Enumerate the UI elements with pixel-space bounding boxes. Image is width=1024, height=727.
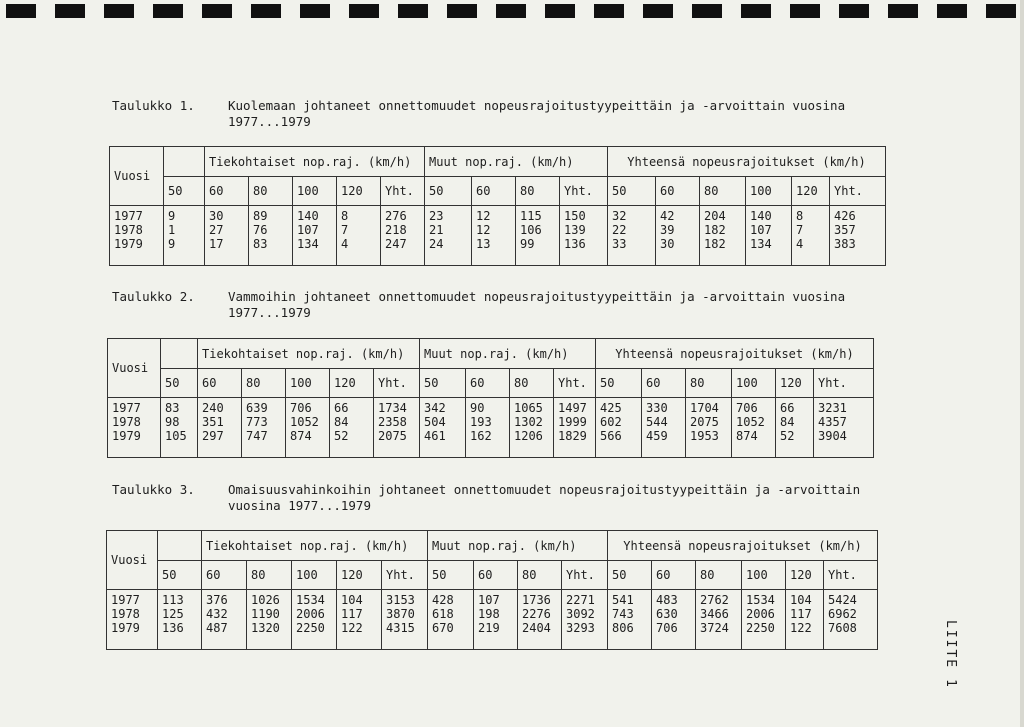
cell-value: 104 bbox=[790, 593, 812, 607]
data-cell bbox=[202, 590, 247, 650]
cell-value: 1302 bbox=[514, 415, 543, 429]
speed-limit-header: 50 bbox=[420, 369, 466, 398]
cell-value: 7 bbox=[796, 223, 804, 237]
year-value: 1979 bbox=[111, 621, 140, 635]
cell-value: 9 bbox=[168, 209, 176, 223]
cell-value: 218 bbox=[385, 223, 407, 237]
table-label: Taulukko 3. bbox=[112, 482, 195, 497]
cell-value: 743 bbox=[612, 607, 634, 621]
cell-value: 1829 bbox=[558, 429, 587, 443]
speed-limit-header: 60 bbox=[202, 561, 247, 590]
header-spacer bbox=[161, 339, 198, 369]
cell-value: 1734 bbox=[378, 401, 407, 415]
data-cell bbox=[510, 398, 554, 458]
accident-table bbox=[107, 338, 874, 458]
cell-value: 66 bbox=[334, 401, 349, 415]
cell-value: 7 bbox=[341, 223, 349, 237]
speed-limit-header: 80 bbox=[518, 561, 562, 590]
cell-value: 30 bbox=[660, 237, 675, 251]
data-cell bbox=[746, 206, 792, 266]
cell-value: 351 bbox=[202, 415, 224, 429]
table-caption-text: Vammoihin johtaneet onnettomuudet nopeusrajoitustyypeittäin ja -arvoittain vuosina 1977...1979 bbox=[228, 289, 846, 320]
cell-value: 487 bbox=[206, 621, 228, 635]
year-value: 1978 bbox=[111, 607, 140, 621]
group-header-road: Tiekohtaiset nop.raj. (km/h) bbox=[198, 339, 420, 369]
cell-value: 706 bbox=[736, 401, 758, 415]
cell-value: 1534 bbox=[746, 593, 775, 607]
binder-holes bbox=[0, 4, 1024, 20]
data-cell bbox=[656, 206, 700, 266]
year-value: 1978 bbox=[114, 223, 143, 237]
cell-value: 4 bbox=[341, 237, 349, 251]
data-cell bbox=[242, 398, 286, 458]
year-column-header: Vuosi bbox=[108, 339, 161, 398]
cell-value: 140 bbox=[750, 209, 772, 223]
cell-value: 122 bbox=[341, 621, 363, 635]
data-cell bbox=[286, 398, 330, 458]
cell-value: 13 bbox=[476, 237, 491, 251]
cell-value: 426 bbox=[834, 209, 856, 223]
cell-value: 104 bbox=[341, 593, 363, 607]
cell-value: 106 bbox=[520, 223, 542, 237]
cell-value: 3092 bbox=[566, 607, 595, 621]
cell-value: 204 bbox=[704, 209, 726, 223]
cell-value: 182 bbox=[704, 237, 726, 251]
cell-value: 376 bbox=[206, 593, 228, 607]
cell-value: 504 bbox=[424, 415, 446, 429]
cell-value: 2276 bbox=[522, 607, 551, 621]
data-cell bbox=[337, 590, 382, 650]
cell-value: 618 bbox=[432, 607, 454, 621]
cell-value: 8 bbox=[341, 209, 349, 223]
cell-value: 193 bbox=[470, 415, 492, 429]
speed-limit-header: 60 bbox=[205, 177, 249, 206]
data-cell bbox=[696, 590, 742, 650]
group-header-other: Muut nop.raj. (km/h) bbox=[420, 339, 596, 369]
cell-value: 3724 bbox=[700, 621, 729, 635]
data-cell bbox=[742, 590, 786, 650]
cell-value: 706 bbox=[290, 401, 312, 415]
cell-value: 219 bbox=[478, 621, 500, 635]
data-cell bbox=[608, 206, 656, 266]
speed-limit-header: 50 bbox=[428, 561, 474, 590]
year-value: 1979 bbox=[114, 237, 143, 251]
cell-value: 3293 bbox=[566, 621, 595, 635]
data-cell bbox=[330, 398, 374, 458]
speed-limit-header: 50 bbox=[161, 369, 198, 398]
cell-value: 2271 bbox=[566, 593, 595, 607]
speed-limit-header: 100 bbox=[286, 369, 330, 398]
cell-value: 21 bbox=[429, 223, 444, 237]
year-cell bbox=[107, 590, 158, 650]
cell-value: 3870 bbox=[386, 607, 415, 621]
cell-value: 8 bbox=[796, 209, 804, 223]
data-cell bbox=[824, 590, 878, 650]
cell-value: 30 bbox=[209, 209, 224, 223]
cell-value: 706 bbox=[656, 621, 678, 635]
cell-value: 874 bbox=[736, 429, 758, 443]
group-header-road: Tiekohtaiset nop.raj. (km/h) bbox=[205, 147, 425, 177]
cell-value: 1320 bbox=[251, 621, 280, 635]
year-value: 1977 bbox=[112, 401, 141, 415]
cell-value: 670 bbox=[432, 621, 454, 635]
cell-value: 3466 bbox=[700, 607, 729, 621]
cell-value: 330 bbox=[646, 401, 668, 415]
cell-value: 136 bbox=[162, 621, 184, 635]
cell-value: 459 bbox=[646, 429, 668, 443]
speed-limit-header: 60 bbox=[474, 561, 518, 590]
data-cell bbox=[608, 590, 652, 650]
header-spacer bbox=[158, 531, 202, 561]
speed-limit-header: 120 bbox=[776, 369, 814, 398]
speed-limit-header: 80 bbox=[242, 369, 286, 398]
speed-limit-header: 120 bbox=[792, 177, 830, 206]
speed-limit-header: Yht. bbox=[824, 561, 878, 590]
speed-limit-header: 50 bbox=[596, 369, 642, 398]
cell-value: 162 bbox=[470, 429, 492, 443]
speed-limit-header: 120 bbox=[337, 561, 382, 590]
speed-limit-header: 100 bbox=[293, 177, 337, 206]
group-header-other: Muut nop.raj. (km/h) bbox=[428, 531, 608, 561]
table-caption-text: Omaisuusvahinkoihin johtaneet onnettomuudet nopeusrajoitustyypeittäin ja -arvoittain vuosina 1977...1979 bbox=[228, 482, 861, 513]
speed-limit-header: 120 bbox=[330, 369, 374, 398]
cell-value: 1497 bbox=[558, 401, 587, 415]
speed-limit-header: Yht. bbox=[382, 561, 428, 590]
data-cell bbox=[293, 206, 337, 266]
speed-limit-header: 80 bbox=[686, 369, 732, 398]
cell-value: 140 bbox=[297, 209, 319, 223]
data-cell bbox=[554, 398, 596, 458]
year-column-header: Vuosi bbox=[107, 531, 158, 590]
speed-limit-header: Yht. bbox=[374, 369, 420, 398]
cell-value: 90 bbox=[470, 401, 485, 415]
cell-value: 2075 bbox=[378, 429, 407, 443]
speed-limit-header: 80 bbox=[696, 561, 742, 590]
cell-value: 84 bbox=[334, 415, 349, 429]
data-cell bbox=[205, 206, 249, 266]
data-cell bbox=[518, 590, 562, 650]
cell-value: 2006 bbox=[746, 607, 775, 621]
speed-limit-header: 80 bbox=[510, 369, 554, 398]
cell-value: 4357 bbox=[818, 415, 847, 429]
cell-value: 6962 bbox=[828, 607, 857, 621]
cell-value: 33 bbox=[612, 237, 627, 251]
data-cell bbox=[161, 398, 198, 458]
cell-value: 27 bbox=[209, 223, 224, 237]
cell-value: 117 bbox=[790, 607, 812, 621]
cell-value: 76 bbox=[253, 223, 268, 237]
cell-value: 52 bbox=[334, 429, 349, 443]
cell-value: 139 bbox=[564, 223, 586, 237]
cell-value: 342 bbox=[424, 401, 446, 415]
speed-limit-header: Yht. bbox=[562, 561, 608, 590]
speed-limit-header: 80 bbox=[516, 177, 560, 206]
group-header-total: Yhteensä nopeusrajoitukset (km/h) bbox=[596, 339, 874, 369]
data-cell bbox=[686, 398, 732, 458]
cell-value: 432 bbox=[206, 607, 228, 621]
speed-limit-header: 100 bbox=[742, 561, 786, 590]
cell-value: 125 bbox=[162, 607, 184, 621]
cell-value: 182 bbox=[704, 223, 726, 237]
cell-value: 107 bbox=[297, 223, 319, 237]
speed-limit-header: 80 bbox=[247, 561, 292, 590]
data-cell bbox=[516, 206, 560, 266]
speed-limit-header: 50 bbox=[608, 561, 652, 590]
data-cell bbox=[337, 206, 381, 266]
accident-table bbox=[109, 146, 886, 266]
cell-value: 1704 bbox=[690, 401, 719, 415]
speed-limit-header: 100 bbox=[732, 369, 776, 398]
speed-limit-header: 60 bbox=[472, 177, 516, 206]
cell-value: 461 bbox=[424, 429, 446, 443]
speed-limit-header: 120 bbox=[786, 561, 824, 590]
cell-value: 383 bbox=[834, 237, 856, 251]
data-cell bbox=[198, 398, 242, 458]
cell-value: 2358 bbox=[378, 415, 407, 429]
cell-value: 1206 bbox=[514, 429, 543, 443]
speed-limit-header: 60 bbox=[198, 369, 242, 398]
data-cell bbox=[472, 206, 516, 266]
data-cell bbox=[474, 590, 518, 650]
speed-limit-header: 100 bbox=[292, 561, 337, 590]
speed-limit-header: 50 bbox=[164, 177, 205, 206]
group-header-total: Yhteensä nopeusrajoitukset (km/h) bbox=[608, 147, 886, 177]
page-edge bbox=[1020, 0, 1024, 727]
speed-limit-header: 50 bbox=[158, 561, 202, 590]
cell-value: 1736 bbox=[522, 593, 551, 607]
cell-value: 98 bbox=[165, 415, 180, 429]
cell-value: 52 bbox=[780, 429, 795, 443]
data-cell bbox=[381, 206, 425, 266]
cell-value: 2404 bbox=[522, 621, 551, 635]
table-label: Taulukko 1. bbox=[112, 98, 195, 113]
cell-value: 1953 bbox=[690, 429, 719, 443]
year-value: 1977 bbox=[114, 209, 143, 223]
cell-value: 17 bbox=[209, 237, 224, 251]
speed-limit-header: 60 bbox=[642, 369, 686, 398]
cell-value: 12 bbox=[476, 209, 491, 223]
cell-value: 874 bbox=[290, 429, 312, 443]
cell-value: 1026 bbox=[251, 593, 280, 607]
cell-value: 150 bbox=[564, 209, 586, 223]
cell-value: 9 bbox=[168, 237, 176, 251]
cell-value: 1190 bbox=[251, 607, 280, 621]
cell-value: 1052 bbox=[736, 415, 765, 429]
cell-value: 1534 bbox=[296, 593, 325, 607]
data-cell bbox=[562, 590, 608, 650]
cell-value: 2006 bbox=[296, 607, 325, 621]
cell-value: 39 bbox=[660, 223, 675, 237]
cell-value: 99 bbox=[520, 237, 535, 251]
speed-limit-header: 50 bbox=[608, 177, 656, 206]
cell-value: 3231 bbox=[818, 401, 847, 415]
cell-value: 83 bbox=[165, 401, 180, 415]
cell-value: 198 bbox=[478, 607, 500, 621]
cell-value: 2250 bbox=[296, 621, 325, 635]
cell-value: 247 bbox=[385, 237, 407, 251]
data-cell bbox=[425, 206, 472, 266]
cell-value: 105 bbox=[165, 429, 187, 443]
speed-limit-header: Yht. bbox=[830, 177, 886, 206]
cell-value: 115 bbox=[520, 209, 542, 223]
cell-value: 7608 bbox=[828, 621, 857, 635]
cell-value: 3904 bbox=[818, 429, 847, 443]
speed-limit-header: 80 bbox=[249, 177, 293, 206]
cell-value: 24 bbox=[429, 237, 444, 251]
cell-value: 32 bbox=[612, 209, 627, 223]
cell-value: 425 bbox=[600, 401, 622, 415]
group-header-other: Muut nop.raj. (km/h) bbox=[425, 147, 608, 177]
table-label: Taulukko 2. bbox=[112, 289, 195, 304]
cell-value: 23 bbox=[429, 209, 444, 223]
cell-value: 806 bbox=[612, 621, 634, 635]
cell-value: 4315 bbox=[386, 621, 415, 635]
cell-value: 1052 bbox=[290, 415, 319, 429]
cell-value: 22 bbox=[612, 223, 627, 237]
cell-value: 1999 bbox=[558, 415, 587, 429]
cell-value: 357 bbox=[834, 223, 856, 237]
accident-table bbox=[106, 530, 878, 650]
header-spacer bbox=[164, 147, 205, 177]
data-cell bbox=[428, 590, 474, 650]
cell-value: 297 bbox=[202, 429, 224, 443]
speed-limit-header: 80 bbox=[700, 177, 746, 206]
data-cell bbox=[158, 590, 202, 650]
cell-value: 639 bbox=[246, 401, 268, 415]
cell-value: 66 bbox=[780, 401, 795, 415]
data-cell bbox=[596, 398, 642, 458]
data-cell bbox=[830, 206, 886, 266]
speed-limit-header: Yht. bbox=[381, 177, 425, 206]
speed-limit-header: 60 bbox=[652, 561, 696, 590]
cell-value: 136 bbox=[564, 237, 586, 251]
data-cell bbox=[786, 590, 824, 650]
cell-value: 630 bbox=[656, 607, 678, 621]
cell-value: 134 bbox=[750, 237, 772, 251]
cell-value: 4 bbox=[796, 237, 804, 251]
cell-value: 117 bbox=[341, 607, 363, 621]
cell-value: 483 bbox=[656, 593, 678, 607]
cell-value: 107 bbox=[750, 223, 772, 237]
appendix-label: LIITE 1 bbox=[943, 620, 958, 689]
speed-limit-header: 120 bbox=[337, 177, 381, 206]
cell-value: 240 bbox=[202, 401, 224, 415]
data-cell bbox=[642, 398, 686, 458]
cell-value: 773 bbox=[246, 415, 268, 429]
cell-value: 602 bbox=[600, 415, 622, 429]
data-cell bbox=[382, 590, 428, 650]
cell-value: 42 bbox=[660, 209, 675, 223]
cell-value: 107 bbox=[478, 593, 500, 607]
cell-value: 113 bbox=[162, 593, 184, 607]
data-cell bbox=[792, 206, 830, 266]
data-cell bbox=[164, 206, 205, 266]
year-value: 1978 bbox=[112, 415, 141, 429]
cell-value: 428 bbox=[432, 593, 454, 607]
cell-value: 544 bbox=[646, 415, 668, 429]
group-header-total: Yhteensä nopeusrajoitukset (km/h) bbox=[608, 531, 878, 561]
speed-limit-header: Yht. bbox=[814, 369, 874, 398]
cell-value: 122 bbox=[790, 621, 812, 635]
data-cell bbox=[374, 398, 420, 458]
cell-value: 1065 bbox=[514, 401, 543, 415]
year-cell bbox=[110, 206, 164, 266]
group-header-road: Tiekohtaiset nop.raj. (km/h) bbox=[202, 531, 428, 561]
cell-value: 12 bbox=[476, 223, 491, 237]
speed-limit-header: 100 bbox=[746, 177, 792, 206]
speed-limit-header: Yht. bbox=[554, 369, 596, 398]
data-cell bbox=[814, 398, 874, 458]
cell-value: 541 bbox=[612, 593, 634, 607]
cell-value: 134 bbox=[297, 237, 319, 251]
cell-value: 5424 bbox=[828, 593, 857, 607]
year-column-header: Vuosi bbox=[110, 147, 164, 206]
cell-value: 84 bbox=[780, 415, 795, 429]
speed-limit-header: 60 bbox=[466, 369, 510, 398]
data-cell bbox=[700, 206, 746, 266]
cell-value: 276 bbox=[385, 209, 407, 223]
cell-value: 83 bbox=[253, 237, 268, 251]
cell-value: 747 bbox=[246, 429, 268, 443]
cell-value: 2250 bbox=[746, 621, 775, 635]
table-caption-text: Kuolemaan johtaneet onnettomuudet nopeusrajoitustyypeittäin ja -arvoittain vuosina 1977...1979 bbox=[228, 98, 846, 129]
speed-limit-header: Yht. bbox=[560, 177, 608, 206]
cell-value: 566 bbox=[600, 429, 622, 443]
cell-value: 3153 bbox=[386, 593, 415, 607]
data-cell bbox=[732, 398, 776, 458]
year-cell bbox=[108, 398, 161, 458]
year-value: 1979 bbox=[112, 429, 141, 443]
speed-limit-header: 50 bbox=[425, 177, 472, 206]
data-cell bbox=[292, 590, 337, 650]
year-value: 1977 bbox=[111, 593, 140, 607]
cell-value: 2075 bbox=[690, 415, 719, 429]
data-cell bbox=[249, 206, 293, 266]
data-cell bbox=[466, 398, 510, 458]
cell-value: 2762 bbox=[700, 593, 729, 607]
data-cell bbox=[247, 590, 292, 650]
data-cell bbox=[652, 590, 696, 650]
data-cell bbox=[560, 206, 608, 266]
data-cell bbox=[420, 398, 466, 458]
cell-value: 1 bbox=[168, 223, 176, 237]
speed-limit-header: 60 bbox=[656, 177, 700, 206]
data-cell bbox=[776, 398, 814, 458]
cell-value: 89 bbox=[253, 209, 268, 223]
